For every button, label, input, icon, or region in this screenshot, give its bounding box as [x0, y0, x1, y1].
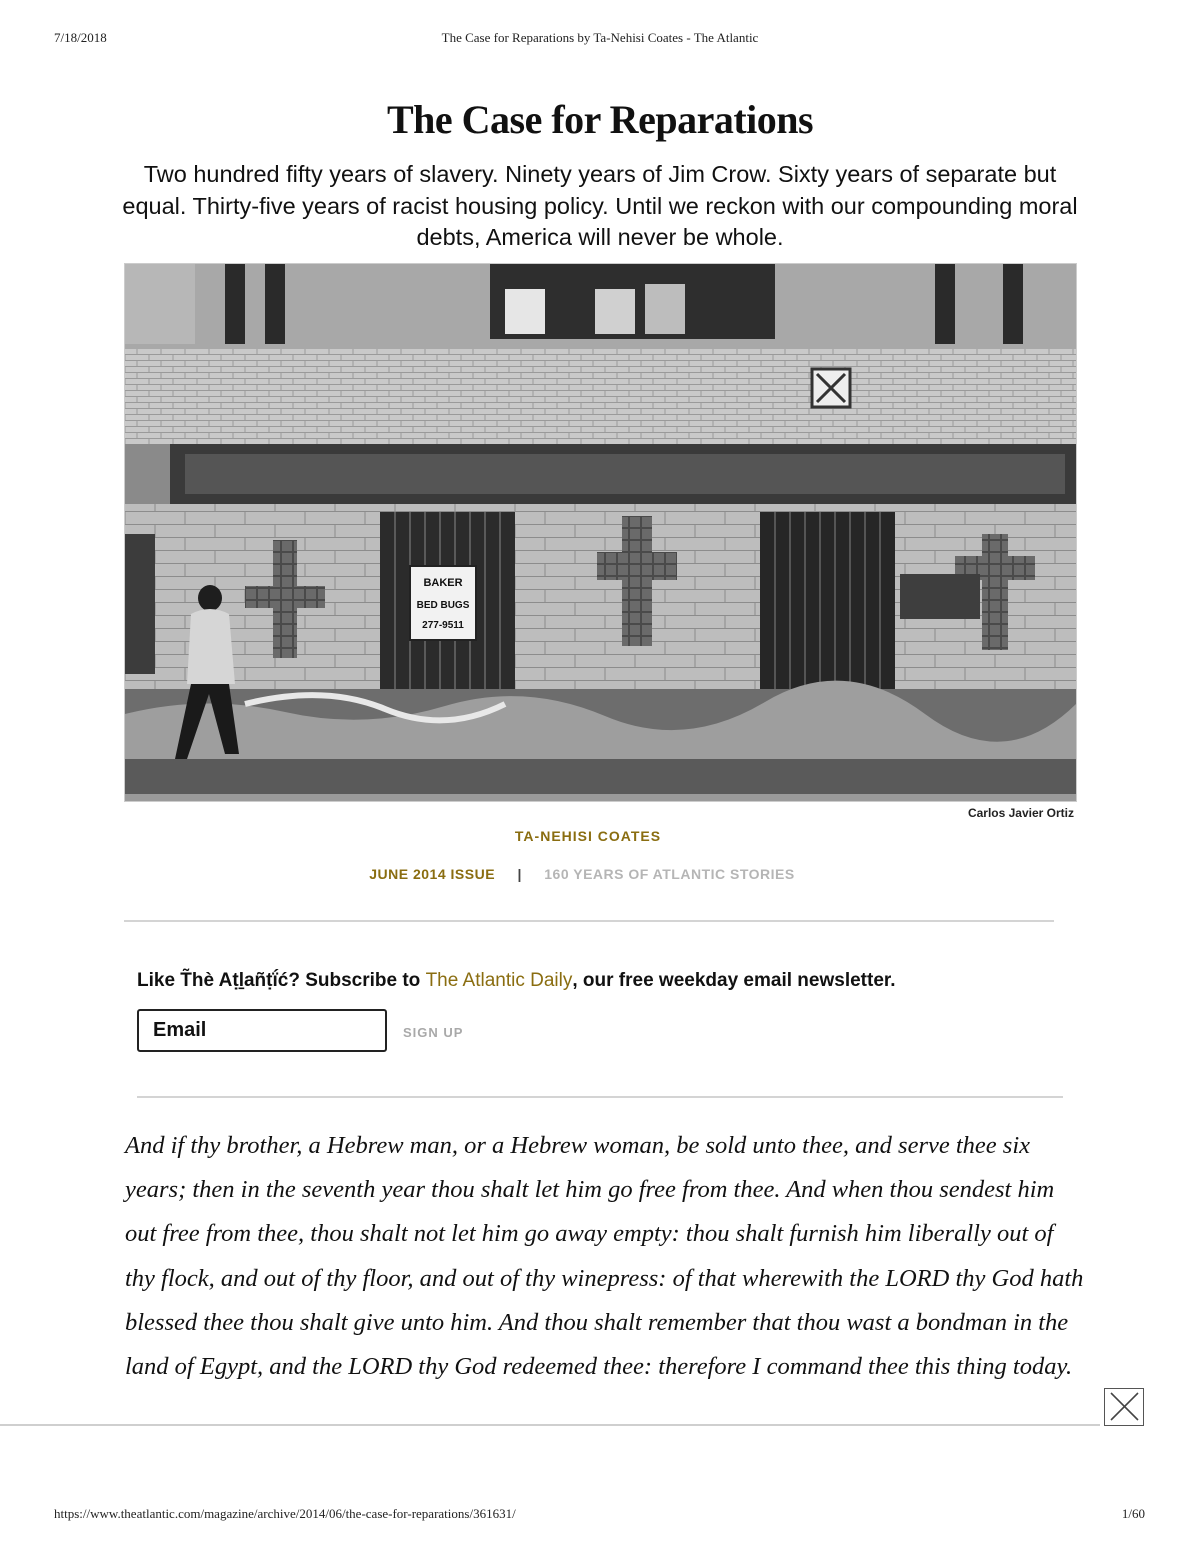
- sign-text-phone: 277-9511: [422, 620, 464, 631]
- print-url: https://www.theatlantic.com/magazine/archive/2014/06/the-case-for-reparations/361631/: [54, 1506, 516, 1521]
- photo-credit: Carlos Javier Ortiz: [967, 806, 1074, 820]
- author-byline[interactable]: TA-NEHISI COATES: [514, 828, 662, 844]
- sign-text-baker: BAKER: [423, 577, 463, 589]
- close-icon: [1106, 1389, 1143, 1424]
- newsletter-suffix: , our free weekday email newsletter.: [572, 970, 896, 991]
- overlay-divider: [0, 1424, 1100, 1426]
- atlantic-stories-link[interactable]: 160 YEARS OF ATLANTIC STORIES: [544, 866, 795, 882]
- epigraph-quote: And if thy brother, a Hebrew man, or a Hebrew woman, be sold unto thee, and serve thee six years; then in the seventh year thou shalt let him go free from thee. And when thou sendest him out free from thee, thou shalt not let him go away empty: thou shalt furnish him liberally out of thy flock, and out of thy floor, and out of thy winepress: of that wherewith the LORD thy God hath blessed thee thou shalt give unto him. And thou shalt remember that thou wast a bondman in the land of Egypt, and the LORD thy God redeemed thee: therefore I command thee this thing today.: [125, 1132, 1084, 1381]
- divider-bottom: [137, 1096, 1063, 1098]
- hero-photo-illustration: [125, 264, 1076, 801]
- newsletter-prefix: Like T̃hè Aṭḻañṭḯć? Subscribe to: [137, 970, 426, 991]
- print-page-number: 1/60: [1121, 1506, 1145, 1521]
- print-date: 7/18/2018: [54, 30, 107, 45]
- issue-link[interactable]: JUNE 2014 ISSUE: [369, 866, 496, 882]
- newsletter-promo: [137, 970, 1137, 992]
- email-input[interactable]: [137, 1009, 387, 1052]
- close-button[interactable]: [1104, 1388, 1144, 1426]
- sign-text-bedbugs: BED BUGS: [416, 600, 470, 611]
- print-page-title: The Case for Reparations by Ta-Nehisi Coates - The Atlantic: [441, 30, 759, 45]
- article-dek: Two hundred fifty years of slavery. Ninety years of Jim Crow. Sixty years of separate but equal. Thirty-five years of racist housing policy. Until we reckon with our compounding moral debts, America will never be whole.: [122, 161, 1078, 250]
- issue-separator: |: [517, 866, 522, 882]
- hero-photo: [124, 263, 1077, 802]
- print-footer: [0, 1506, 1200, 1526]
- sign-up-button[interactable]: SIGN UP: [403, 1025, 464, 1040]
- print-header: [0, 30, 1200, 50]
- issue-row: [0, 866, 1164, 882]
- divider-top: [124, 920, 1054, 922]
- newsletter-link[interactable]: The Atlantic Daily: [425, 970, 573, 991]
- article-headline: The Case for Reparations: [386, 97, 814, 142]
